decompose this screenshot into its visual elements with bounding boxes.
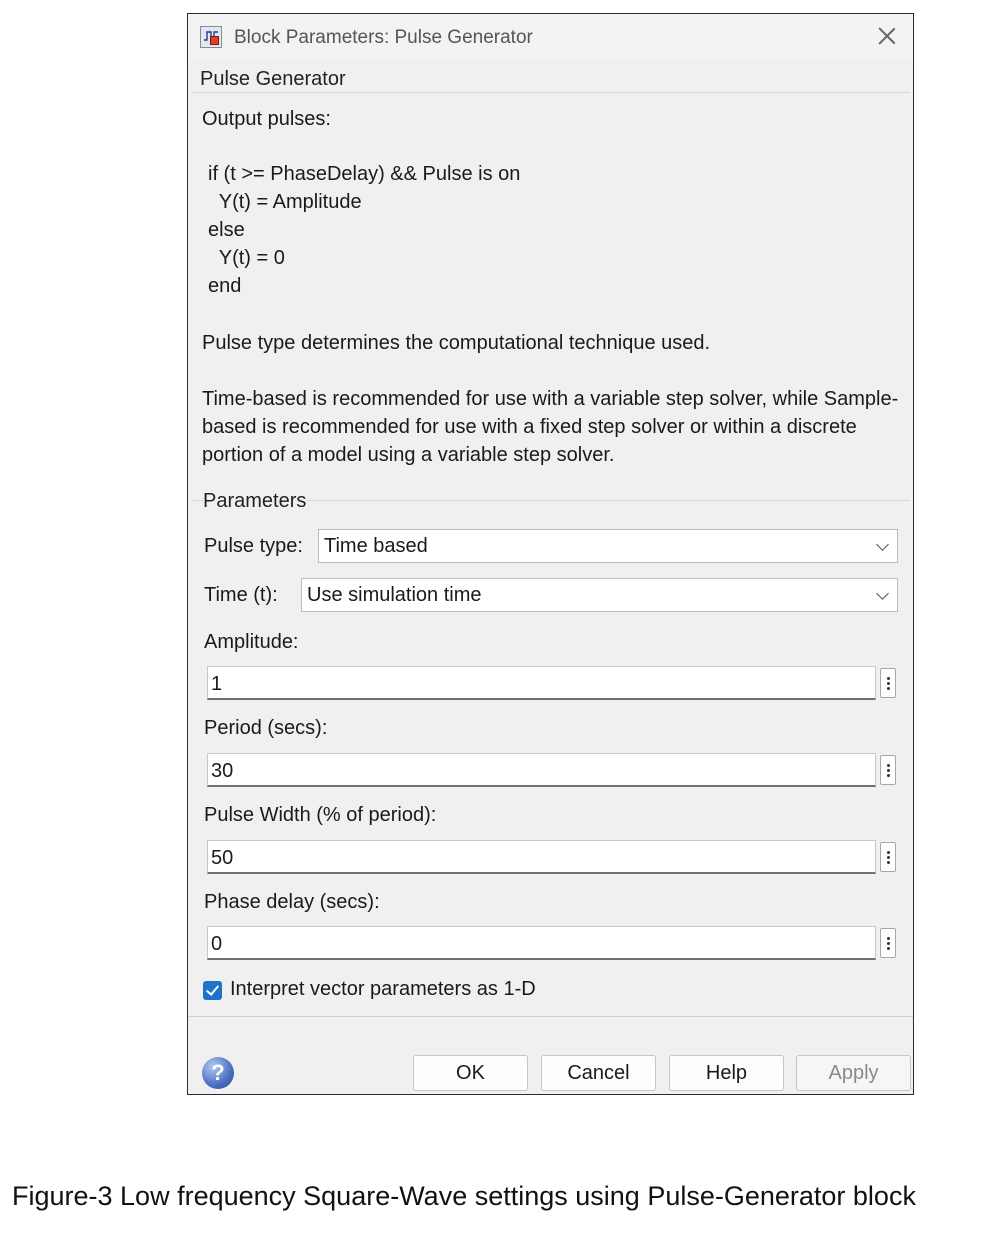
interpret-vector-label: Interpret vector parameters as 1-D xyxy=(230,978,536,1000)
period-more-options-icon[interactable] xyxy=(880,755,896,785)
cancel-button[interactable]: Cancel xyxy=(541,1055,656,1091)
pulse-type-label: Pulse type: xyxy=(204,535,303,557)
pulse-width-value: 50 xyxy=(211,847,234,869)
block-status-dot xyxy=(210,36,219,45)
pulse-type-value: Time based xyxy=(324,535,428,557)
pulse-width-field[interactable] xyxy=(207,840,876,874)
interpret-vector-checkbox[interactable] xyxy=(203,981,222,1000)
pulse-type-dropdown[interactable] xyxy=(318,529,898,563)
pulse-type-note: Pulse type determines the computational technique used. xyxy=(202,332,711,354)
title-bar xyxy=(188,14,913,60)
pulse-generator-block-icon xyxy=(200,26,222,48)
output-pulses-intro: Output pulses: xyxy=(202,108,331,130)
time-label: Time (t): xyxy=(204,584,278,606)
solver-recommendation: Time-based is recommended for use with a variable step solver, while Sample-based is recommended for use with a fixed step solver or within a discrete portion of a model using a variable step solver. xyxy=(202,388,899,466)
time-dropdown[interactable] xyxy=(301,578,898,612)
close-icon[interactable] xyxy=(875,24,899,48)
description-group-divider xyxy=(191,92,910,93)
figure-caption: Figure-3 Low frequency Square-Wave settings using Pulse-Generator block xyxy=(12,1181,916,1211)
button-bar-divider xyxy=(188,1016,913,1017)
phase-delay-value: 0 xyxy=(211,933,223,955)
apply-button[interactable]: Apply xyxy=(796,1055,911,1091)
period-field[interactable] xyxy=(207,753,876,787)
chevron-down-icon xyxy=(876,587,889,600)
phase-delay-label: Phase delay (secs): xyxy=(204,891,380,913)
amplitude-more-options-icon[interactable] xyxy=(880,668,896,698)
block-parameters-dialog xyxy=(187,13,914,1095)
description-group-title: Pulse Generator xyxy=(200,68,346,90)
ok-button[interactable]: OK xyxy=(413,1055,528,1091)
period-label: Period (secs): xyxy=(204,717,328,739)
amplitude-label: Amplitude: xyxy=(204,631,299,653)
chevron-down-icon xyxy=(876,538,889,551)
phase-delay-more-options-icon[interactable] xyxy=(880,928,896,958)
help-question-icon[interactable]: ? xyxy=(202,1057,234,1089)
pulse-width-label: Pulse Width (% of period): xyxy=(204,804,437,826)
time-value: Use simulation time xyxy=(307,584,482,606)
period-value: 30 xyxy=(211,760,234,782)
phase-delay-field[interactable] xyxy=(207,926,876,960)
amplitude-field[interactable] xyxy=(207,666,876,700)
help-button[interactable]: Help xyxy=(669,1055,784,1091)
parameters-group-title: Parameters xyxy=(203,490,307,512)
amplitude-value: 1 xyxy=(211,673,223,695)
pulse-logic-code: if (t >= PhaseDelay) && Pulse is on Y(t) = Amplitude else Y(t) = 0 end xyxy=(208,163,521,297)
window-title: Block Parameters: Pulse Generator xyxy=(234,27,533,48)
pulse-width-more-options-icon[interactable] xyxy=(880,842,896,872)
